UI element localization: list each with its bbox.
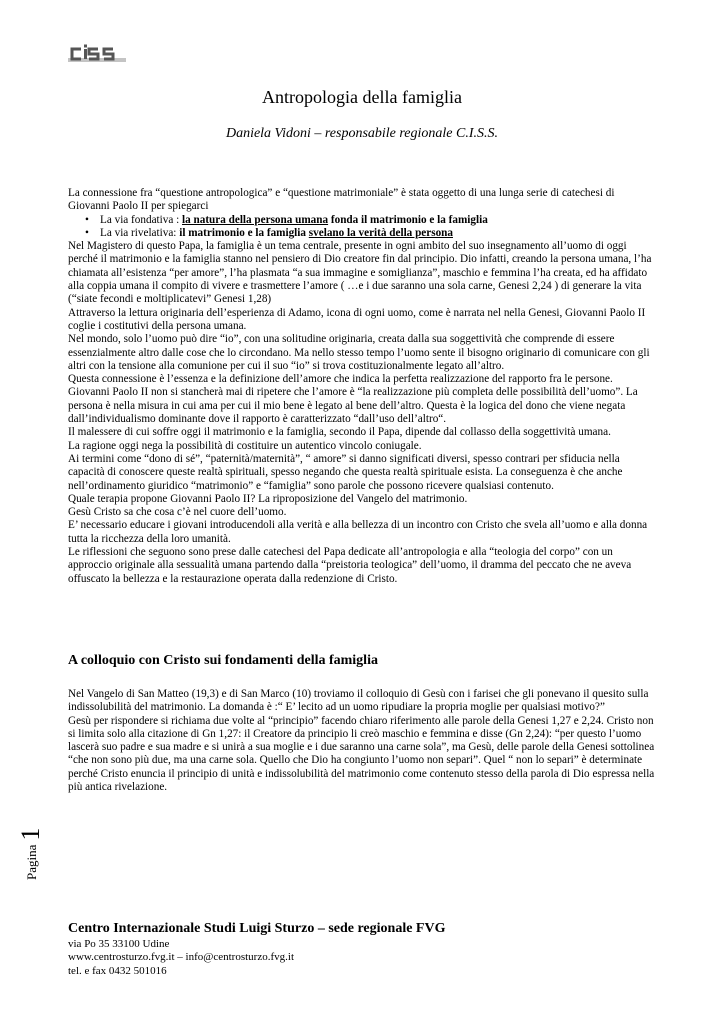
section-heading: A colloquio con Cristo sui fondamenti della famiglia bbox=[68, 653, 378, 668]
bullet-list bbox=[68, 214, 658, 241]
paragraph: Attraverso la lettura originaria dell’esperienza di Adamo, icona di ogni uomo, come è narrata nel nella Genesi, Giovanni Paolo II coglie i costitutivi della persona umana. bbox=[68, 306, 646, 332]
paragraph: E’ necessario educare i giovani introducendoli alla verità e alla bellezza di un incontro con Cristo che svela all’uomo e alla donna tutta la ricchezza della loro umanità. bbox=[68, 519, 648, 545]
section-body bbox=[68, 688, 658, 794]
ciss-logo bbox=[68, 44, 126, 66]
paragraph: Il malessere di cui soffre oggi il matrimonio e la famiglia, secondo il Papa, dipende dal collasso della soggettività umana. bbox=[68, 426, 611, 439]
footer-organization: Centro Internazionale Studi Luigi Sturzo – sede regionale FVG bbox=[68, 921, 446, 936]
paragraph: Questa connessione è l’essenza e la definizione dell’amore che indica la perfetta realizzazione del rapporto fra le persone. bbox=[68, 373, 613, 386]
page-number bbox=[16, 820, 45, 880]
intro-section bbox=[68, 187, 658, 586]
paragraph: Gesù Cristo sa che cosa c’è nel cuore dell’uomo. bbox=[68, 506, 287, 519]
paragraph: Ai termini come “dono di sé”, “paternità/maternità”, “ amore” si danno significati diversi, spesso contrari per sfiducia nella capacità di conoscere queste realtà spirituali, spesso negando che questa realtà spirituale esista. La conseguenza è che anche nell’ordinamento giuridico “matrimonio” e “famiglia” sono parole che possono ricevere qualsiasi contenuto. bbox=[68, 452, 623, 492]
paragraph: La connessione fra “questione antropologica” e “questione matrimoniale” è stata oggetto di una lunga serie di catechesi di Giovanni Paolo II per spiegarci bbox=[68, 187, 615, 213]
paragraph: Nel Vangelo di San Matteo (19,3) e di San Marco (10) troviamo il colloquio di Gesù con i farisei che gli ponevano il quesito sulla indissolubilità del matrimonio. La domanda è :“ E’ lecito ad un uomo ripudiare la propria moglie per qualsiasi motivo?” bbox=[68, 688, 649, 714]
footer-phone: tel. e fax 0432 501016 bbox=[68, 964, 167, 977]
footer-contacts: www.centrosturzo.fvg.it – info@centrosturzo.fvg.it bbox=[68, 951, 294, 963]
page-label: Pagina bbox=[24, 844, 39, 880]
footer bbox=[68, 922, 445, 978]
bullet-item: • La via fondativa : la natura della persona umana fonda il matrimonio e la famiglia bbox=[100, 214, 658, 227]
document-title: Antropologia della famiglia bbox=[262, 87, 462, 107]
paragraph: Nel mondo, solo l’uomo può dire “io”, con una solitudine originaria, creata dalla sua soggettività che comprende di essere essenzialmente altro dalle cose che lo circondano. Ma nello stesso tempo l’uomo sente il bisogno originario di comunicare con gli altri con la tensione alla comunione per cui il suo “io” si trova costituzionalmente legato all’altro. bbox=[68, 333, 650, 372]
paragraph: Le riflessioni che seguono sono prese dalle catechesi del Papa dedicate all’antropologia e alla “teologia del corpo” con un approccio originale alla sessualità umana partendo dalla “preistoria teologica” dell’uomo, il dramma del peccato che ne aveva offuscato la bellezza e la restaurazione operata dalla redenzione di Cristo. bbox=[68, 546, 632, 585]
bullet-item: • La via rivelativa: il matrimonio e la famiglia svelano la verità della persona bbox=[100, 227, 658, 240]
paragraph: Quale terapia propone Giovanni Paolo II? La riproposizione del Vangelo del matrimonio. bbox=[68, 492, 468, 505]
document-subtitle: Daniela Vidoni – responsabile regionale C.I.S.S. bbox=[225, 126, 499, 141]
paragraph: Nel Magistero di questo Papa, la famiglia è un tema centrale, presente in ogni ambito del suo insegnamento all’uomo di oggi perché il matrimonio e la famiglia stanno nel pensiero di Dio creatore fin dal principio. Dio infatti, creando la persona umana, l’ha chiamata all’esistenza “per amore”, l’ha plasmata “a sua immagine e somiglianza”, maschio e femmina l’ha creata, ed ha affidato alla coppia umana il compito di vivere e trasmettere l’amore ( …e i due saranno una sola carne, Genesi 2,24 ) di generare la vita (“siate fecondi e moltiplicatevi” Genesi 1,28) bbox=[68, 240, 652, 306]
paragraph: Gesù per rispondere si richiama due volte al “principio” facendo chiaro riferimento alle parole della Genesi 1,27 e 2,24. Cristo non si limita solo alla citazione di Gn 1,27: il Creatore da principio li creò maschio e femmina e disse (Gn 2,24): “per questo l’uomo lascerà suo padre e sua madre e si unirà a sua moglie e i due saranno una carne sola”, ma Gesù, delle parole della Genesi sottolinea “che non sono più due, ma una carne sola. Quello che Dio ha congiunto l’uomo non separi”. Quel “ non lo separi” è determinate perché Cristo enuncia il principio di unità e indissolubilità del matrimonio come contenuto stesso della parola di Dio espressa nella più antica rivelazione. bbox=[68, 714, 655, 794]
paragraph: Giovanni Paolo II non si stancherà mai di ripetere che l’amore è “la realizzazione più completa delle possibilità dell’uomo”. La persona è nella misura in cui ama per cui il mio bene è legato al bene dell’altro. Questa è la logica del dono che viene negata dall’individualismo dominante dove il rapporto è caratterizzato “dall’uso dell’altro“. bbox=[68, 386, 638, 426]
paragraph: La ragione oggi nega la possibilità di costituire un autentico vincolo coniugale. bbox=[68, 439, 422, 452]
page-number-value: 1 bbox=[16, 827, 45, 841]
footer-address: via Po 35 33100 Udine bbox=[68, 937, 170, 950]
